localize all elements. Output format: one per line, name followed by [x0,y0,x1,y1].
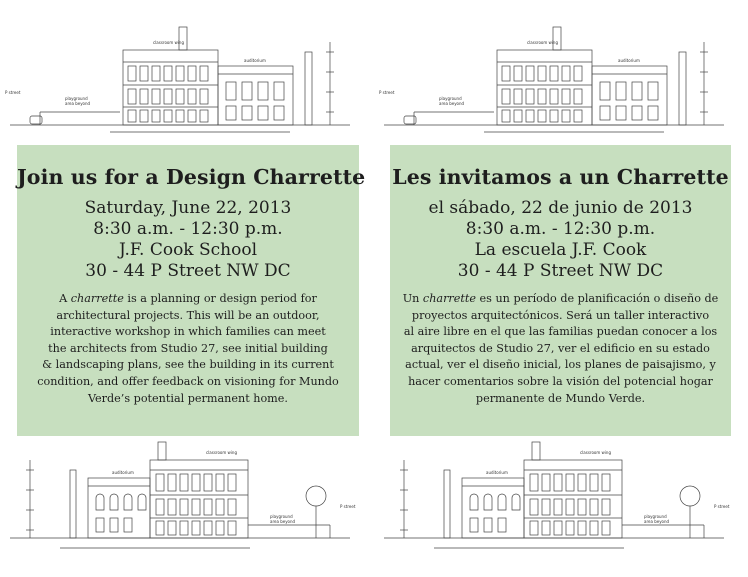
spanish-desc-line-5: actual, ver el diseño inicial, los planes de paisajismo, y [405,358,716,372]
spanish-desc-line-2: proyectos arquitectónicos. Será un taller interactivo [411,308,710,322]
p-street-label: P street [5,90,21,95]
english-description [28,291,348,407]
elevation-drawing-top-left [0,22,360,140]
spanish-date: el sábado, 22 de junio de 2013 [428,198,693,218]
playground-label: playground [439,96,462,101]
area-beyond-label: area beyond [439,101,465,106]
english-date: Saturday, June 22, 2013 [84,198,292,218]
english-event-details [17,198,359,282]
english-desc-line-6: condition, and offer feedback on visioning for Mundo [37,374,339,388]
spanish-title: Les invitamos a un Charrette [392,165,729,189]
english-title: Join us for a Design Charrette [17,165,366,189]
classroom-wing-label: classroom wing [580,450,612,455]
auditorium-label: auditorium [112,470,134,475]
spanish-desc-line-3: al aire libre en el que las familias puedan conocer a los [403,325,718,339]
english-desc-line-2: architectural projects. This will be an outdoor, [56,308,320,322]
spanish-location: La escuela J.F. Cook [474,240,647,260]
english-location: J.F. Cook School [118,240,258,260]
english-charrette-italic: charrette [70,292,124,305]
spanish-invitation-panel [390,145,731,436]
building-elevation-illustration [0,440,360,560]
classroom-wing-label: classroom wing [527,40,559,45]
p-street-label: P street [340,504,356,509]
spanish-desc-line-7: permanente de Mundo Verde. [475,391,646,405]
spanish-desc-line-1: Un charrette es un período de planificación o diseño de [402,292,719,305]
classroom-wing-label: classroom wing [206,450,238,455]
classroom-wing-label: classroom wing [153,40,185,45]
auditorium-label: auditorium [486,470,508,475]
english-invitation-panel [17,145,366,436]
playground-label: playground [644,514,667,519]
english-address: 30 - 44 P Street NW DC [85,261,291,281]
playground-label: playground [65,96,88,101]
playground-label: playground [270,514,293,519]
spanish-time: 8:30 a.m. - 12:30 p.m. [465,219,656,239]
elevation-drawing-bottom-left [0,440,360,560]
spanish-desc-line-4: arquitectos de Studio 27, ver el edificio en su estado [411,341,710,355]
area-beyond-label: area beyond [65,101,91,106]
building-elevation-illustration [374,440,734,560]
building-elevation-illustration [374,22,734,140]
elevation-drawing-bottom-right [374,440,734,560]
english-desc-line-7: Verde’s potential permanent home. [88,391,288,405]
building-elevation-illustration [0,22,360,140]
spanish-description [400,291,722,407]
p-street-label: P street [379,90,395,95]
p-street-label: P street [714,504,730,509]
spanish-charrette-italic: charrette [422,292,476,305]
area-beyond-label: area beyond [270,519,296,524]
elevation-drawing-top-right [374,22,734,140]
spanish-desc-line-6: hacer comentarios sobre la visión del potencial hogar [408,374,713,388]
english-time: 8:30 a.m. - 12:30 p.m. [93,219,283,239]
english-desc-line-4: the architects from Studio 27, see initial building [48,341,328,355]
spanish-address: 30 - 44 P Street NW DC [457,261,664,281]
auditorium-label: auditorium [618,58,640,63]
english-desc-line-1: A charrette is a planning or design period for [59,292,317,305]
area-beyond-label: area beyond [644,519,670,524]
english-desc-line-5: & landscaping plans, see the building in its current [42,358,334,372]
english-desc-line-3: interactive workshop in which families can meet [50,325,326,339]
auditorium-label: auditorium [244,58,266,63]
spanish-event-details [390,198,731,282]
